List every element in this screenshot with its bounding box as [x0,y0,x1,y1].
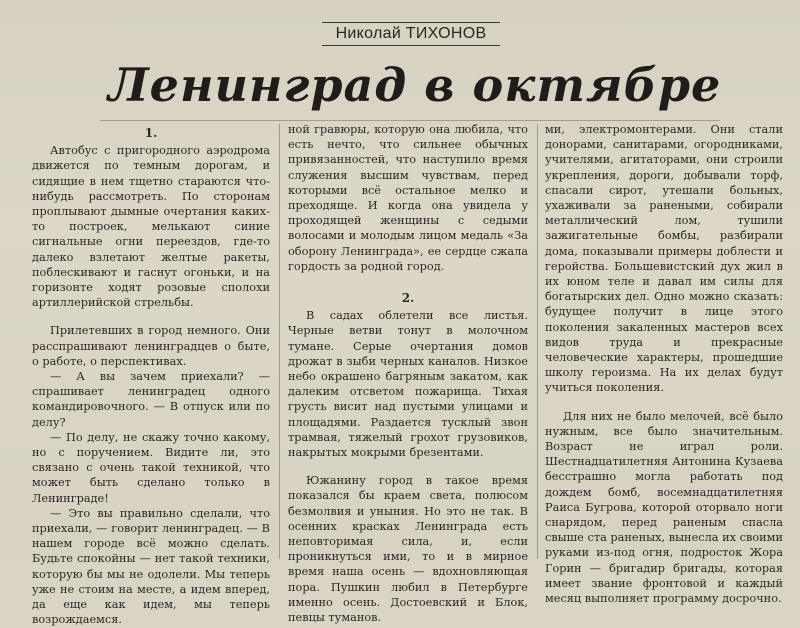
paragraph: Для них не было мелочей, всё было нужным, все было значительным. Возраст не играл роли. Шестнадцатилетняя Антонина Кузаева бесстрашно могла работать под дождем бомб, восемнадцатилетняя Раиса Бугрова, которой оторвало ноги снарядом, перед раненым спасла свыше ста раненых, вынесла их своими руками из-под огня, подросток Жора Горин — бригадир бригады, которая имеет звание фронтовой и каждый месяц выполняет программу досрочно. [545,409,783,606]
headline-rule [100,120,720,121]
paragraph: Автобус с пригородного аэродрома движется по темным дорогам, и сидящие в нем тщетно стараются что-нибудь рассмотреть. По сторонам проплывают дымные очертания каких-то построек, мелькают синие сигнальные огни переездов, где-то далеко взлетают желтые ракеты, поблескивают и гаснут огоньки, и на горизонте ходят розовые сполохи артиллерийской стрельбы. [32,144,270,310]
section-number: 1. [144,126,158,140]
section-number: 2. [401,291,415,306]
article-column-3 [545,122,783,606]
adjacent-column-fragment-right [720,40,800,120]
paragraph: — А вы зачем приехали? — спрашивает ленинградец одного командировочного. — В отпуск или по делу? [32,370,270,429]
paragraph-continued: ной гравюры, которую она любила, что есть нечто, что сильнее обычных привязанностей, что наступило время служения высшим чувствам, перед которыми всё остальное мелко и преходяще. И когда она увидела у проходящей женщины с седыми волосами и молодым лицом медаль «За оборону Ленинграда», ее сердце сжала гордость за родной город. [288,123,528,273]
article-headline: Ленинград в октябре [108,58,722,112]
article-column-1 [32,122,270,627]
paragraph: В садах облетели все листья. Черные ветви тонут в молочном тумане. Серые очертания домов дрожат в зыби черных каналов. Низкое небо окрашено багряным закатом, как далеким отсветом пожарища. Тихая грусть висит над пустыми улицами и площадями. Раздается тусклый звон трамвая, тяжелый грохот грузовиков, накрытых мокрыми брезентами. [288,309,528,460]
paragraph: — По делу, не скажу точно какому, но с поручением. Видите ли, это связано с очень такой техникой, что может быть сделано только в Ленинграде! [32,430,270,505]
paragraph: Южанину город в такое время показался бы краем света, полюсом безмолвия и уныния. Но это не так. В осенних красках Ленинграда есть неповторимая сила, и, если проникнуться ими, то и в мирное время наша осень — вдохновляющая пора. Пушкин любил в Петербурге именно осень. Достоевский и Блок, певцы туманов. [288,474,528,625]
article-column-2 [288,122,528,625]
column-divider [537,124,538,559]
author-byline: Николай ТИХОНОВ [322,22,500,46]
adjacent-column-fragment-left [0,40,78,120]
paragraph: Прилетевших в город немного. Они расспрашивают ленинградцев о быте, о работе, о перспективах. [32,324,270,368]
paragraph-continued: ми, электромонтерами. Они стали донорами, санитарами, огородниками, учителями, агитаторами, они строили укрепления, дороги, добывали торф, спасали сирот, утешали больных, ухаживали за ранеными, собирали металлический лом, тушили зажигательные бомбы, разбирали дома, показывали примеры доблести и геройства. Большевистский дух жил в их юном теле и давал им силы для богатырских дел. Одно можно сказать: будущее получит в лице этого поколения закаленных мастеров всех видов труда и прекрасные человеческие характеры, прошедшие школу героизма. На их делах будут учиться поколения. [545,123,783,395]
paragraph: — Это вы правильно сделали, что приехали, — говорит ленинградец. — В нашем городе всё можно сделать. Будьте спокойны — нет такой техники, которую бы мы не одолели. Мы теперь уже не стоим на месте, а идем вперед, да еще как идем, мы теперь возрождаемся. [32,506,270,627]
column-divider [279,124,280,559]
